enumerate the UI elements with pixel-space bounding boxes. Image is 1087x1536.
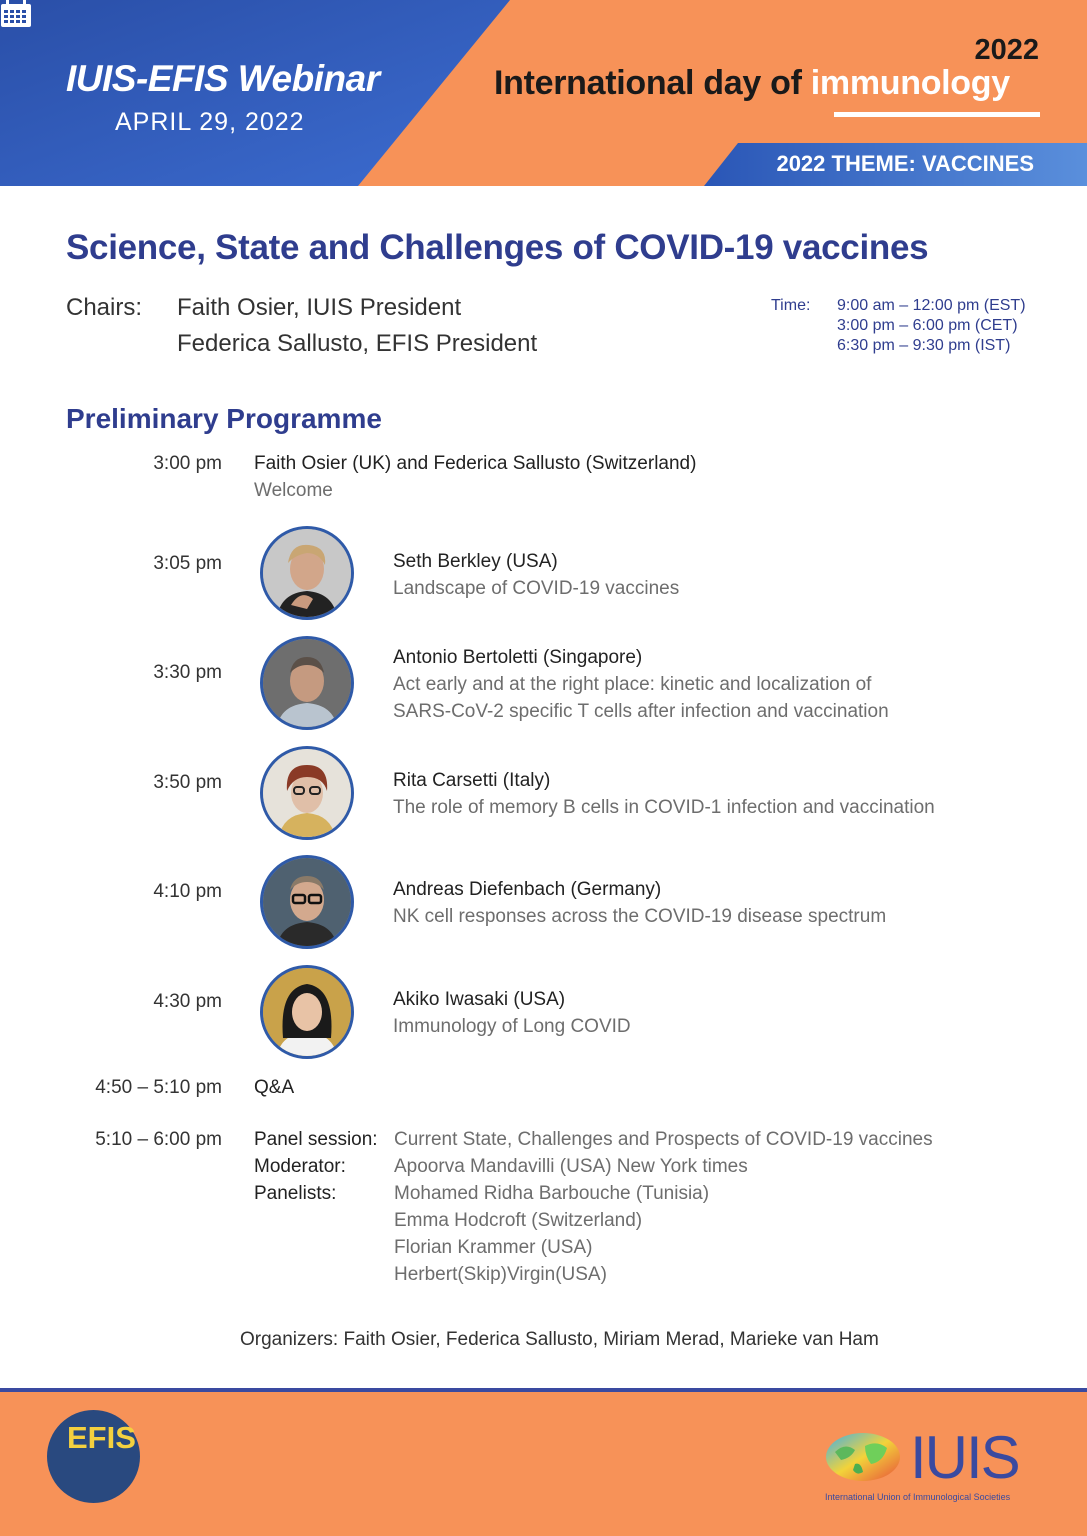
panelist-name: Herbert(Skip)Virgin(USA): [394, 1264, 607, 1285]
panelist-name: Emma Hodcroft (Switzerland): [394, 1210, 643, 1231]
panelist-name: Mohamed Ridha Barbouche (Tunisia): [394, 1183, 710, 1204]
globe-icon: [825, 1432, 901, 1482]
slot-time: 3:50 pm: [153, 772, 222, 793]
speaker-name: Seth Berkley (USA): [393, 551, 558, 572]
chair-name: Faith Osier, IUIS President: [177, 294, 462, 321]
event-date: APRIL 29, 2022: [115, 108, 305, 136]
speaker-photo: [263, 749, 351, 837]
panel-session-label: Panel session:: [254, 1129, 378, 1150]
time-label: Time:: [771, 297, 811, 314]
avatar: [260, 965, 354, 1059]
panel-session-value: Current State, Challenges and Prospects of COVID-19 vaccines: [394, 1129, 933, 1150]
iuis-logo-text: IUIS: [910, 1424, 1019, 1491]
time-line: 6:30 pm – 9:30 pm (IST): [837, 337, 1011, 354]
qa-label: Q&A: [254, 1077, 295, 1098]
panelist-name: Florian Krammer (USA): [394, 1237, 593, 1258]
speaker-name: Andreas Diefenbach (Germany): [393, 879, 662, 900]
chairs-label: Chairs:: [66, 294, 143, 321]
avatar: [260, 855, 354, 949]
time-line: 9:00 am – 12:00 pm (EST): [837, 297, 1026, 314]
chair-name: Federica Sallusto, EFIS President: [177, 330, 538, 357]
speaker-photo: [263, 529, 351, 617]
speaker-photo: [263, 858, 351, 946]
organizers: Organizers: Faith Osier, Federica Sallusto, Miriam Merad, Marieke van Ham: [240, 1329, 879, 1350]
talk-topic: Landscape of COVID-19 vaccines: [393, 578, 680, 599]
panelists-label: Panelists:: [254, 1183, 337, 1204]
event-highlight: immunology: [810, 64, 1010, 102]
slot-time: 5:10 – 6:00 pm: [95, 1129, 222, 1150]
talk-topic: The role of memory B cells in COVID-1 infection and vaccination: [393, 797, 935, 818]
highlight-underline: [834, 112, 1040, 117]
webinar-title: IUIS-EFIS Webinar: [66, 58, 380, 99]
slot-time: 3:05 pm: [153, 553, 222, 574]
header-banner: [0, 0, 1087, 186]
page-title: Science, State and Challenges of COVID-19 vaccines: [66, 228, 929, 267]
moderator-value: Apoorva Mandavilli (USA) New York times: [394, 1156, 748, 1177]
slot-time: 4:30 pm: [153, 991, 222, 1012]
avatar: [260, 526, 354, 620]
event-name: [494, 64, 1010, 103]
talk-topic: NK cell responses across the COVID-19 disease spectrum: [393, 906, 887, 927]
iuis-subtitle: International Union of Immunological Societies: [825, 1492, 1011, 1502]
speaker-photo: [263, 968, 351, 1056]
avatar: [260, 636, 354, 730]
calendar-icon: [0, 0, 32, 28]
speaker-name: Faith Osier (UK) and Federica Sallusto (Switzerland): [254, 453, 697, 474]
programme-heading: Preliminary Programme: [66, 403, 382, 434]
speaker-name: Rita Carsetti (Italy): [393, 770, 551, 791]
time-line: 3:00 pm – 6:00 pm (CET): [837, 317, 1018, 334]
talk-topic: SARS-CoV-2 specific T cells after infection and vaccination: [393, 701, 889, 722]
talk-topic: Act early and at the right place: kinetic and localization of: [393, 674, 872, 695]
speaker-name: Akiko Iwasaki (USA): [393, 989, 566, 1010]
slot-time: 3:00 pm: [153, 453, 222, 474]
event-name-text: International day of: [494, 64, 802, 102]
avatar: [260, 746, 354, 840]
talk-topic: Welcome: [254, 480, 333, 501]
efis-logo-text: EFIS: [67, 1420, 136, 1455]
slot-time: 4:10 pm: [153, 881, 222, 902]
speaker-name: Antonio Bertoletti (Singapore): [393, 647, 643, 668]
slot-time: 3:30 pm: [153, 662, 222, 683]
speaker-photo: [263, 639, 351, 727]
event-year: 2022: [974, 34, 1039, 66]
slot-time: 4:50 – 5:10 pm: [95, 1077, 222, 1098]
theme-label: 2022 THEME: VACCINES: [776, 151, 1034, 176]
moderator-label: Moderator:: [254, 1156, 346, 1177]
talk-topic: Immunology of Long COVID: [393, 1016, 631, 1037]
